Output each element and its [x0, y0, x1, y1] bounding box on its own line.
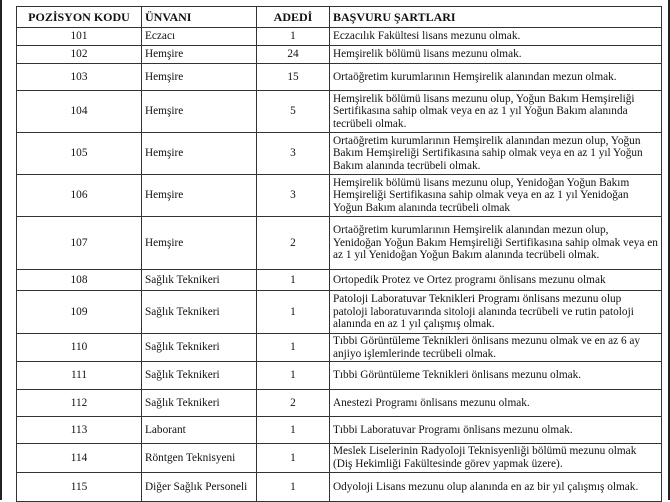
table-header-row: [17, 7, 662, 28]
cell-requirements: Ortaöğretim kurumlarının Hemşirelik alanından mezun olup, Yoğun Bakım Hemşireliği Sertifikasına sahip olmak veya en az 1 yıl Yoğun Bakım alanında tecrübeli olmak.: [330, 133, 662, 175]
table-row: [17, 362, 662, 390]
table-row: [17, 270, 662, 291]
cell-title: Eczacı: [142, 28, 257, 46]
cell-title: Hemşire: [142, 175, 257, 217]
table-row: [17, 133, 662, 175]
cell-count: 1: [257, 334, 330, 362]
table-row: [17, 473, 662, 502]
cell-requirements: Hemşirelik bölümü lisans mezunu olup, Yenidoğan Yoğun Bakım Hemşireliği Sertifikasına sahip olmak veya en az 1 yıl Yenidoğan Yoğun Bakım alanında tecrübeli olmak: [330, 175, 662, 217]
cell-position-code: 105: [17, 133, 142, 175]
cell-requirements: Odyoloji Lisans mezunu olup alanında en az bir yıl çalışmış olmak.: [330, 473, 662, 502]
cell-count: 3: [257, 175, 330, 217]
cell-title: Hemşire: [142, 46, 257, 64]
cell-count: 2: [257, 217, 330, 270]
table-row: [17, 217, 662, 270]
cell-title: Hemşire: [142, 217, 257, 270]
cell-title: Diğer Sağlık Personeli: [142, 473, 257, 502]
cell-count: 5: [257, 91, 330, 133]
table-row: [17, 28, 662, 46]
cell-title: Sağlık Teknikeri: [142, 270, 257, 291]
cell-count: 24: [257, 46, 330, 64]
table-row: [17, 64, 662, 91]
cell-count: 2: [257, 390, 330, 417]
cell-position-code: 113: [17, 417, 142, 444]
cell-position-code: 109: [17, 291, 142, 334]
cell-title: Hemşire: [142, 91, 257, 133]
cell-position-code: 115: [17, 473, 142, 502]
cell-requirements: Tıbbi Laboratuvar Programı önlisans mezunu olmak.: [330, 417, 662, 444]
cell-position-code: 106: [17, 175, 142, 217]
cell-title: Hemşire: [142, 133, 257, 175]
cell-requirements: Hemşirelik bölümü lisans mezunu olup, Yoğun Bakım Hemşireliği Sertifikasına sahip olmak veya en az 1 yıl Yoğun Bakım alanında tecrübeli olmak.: [330, 91, 662, 133]
cell-requirements: Ortaöğretim kurumlarının Hemşirelik alanından mezun olup, Yenidoğan Yoğun Bakım Hemşireliği Sertifikasına sahip olmak veya en az 1 yıl Yenidoğan Yoğun Bakım alanında tecrübeli olmak.: [330, 217, 662, 270]
cell-count: 3: [257, 133, 330, 175]
cell-position-code: 101: [17, 28, 142, 46]
positions-table: [16, 6, 662, 502]
cell-position-code: 102: [17, 46, 142, 64]
table-row: [17, 390, 662, 417]
page-edge-left: [0, 0, 2, 500]
cell-requirements: Patoloji Laboratuvar Teknikleri Programı önlisans mezunu olup patoloji laboratuvarında sitoloji alanında tecrübeli ve rutin patoloji alanında en az 1 yıl çalışmış olmak.: [330, 291, 662, 334]
cell-title: Laborant: [142, 417, 257, 444]
cell-position-code: 107: [17, 217, 142, 270]
cell-title: Sağlık Teknikeri: [142, 334, 257, 362]
table-row: [17, 46, 662, 64]
cell-title: Hemşire: [142, 64, 257, 91]
table-row: [17, 175, 662, 217]
cell-position-code: 110: [17, 334, 142, 362]
cell-requirements: Anestezi Programı önlisans mezunu olmak.: [330, 390, 662, 417]
cell-count: 1: [257, 417, 330, 444]
cell-count: 1: [257, 473, 330, 502]
cell-count: 15: [257, 64, 330, 91]
header-requirements: BAŞVURU ŞARTLARI: [330, 7, 662, 28]
cell-title: Röntgen Teknisyeni: [142, 444, 257, 473]
cell-position-code: 104: [17, 91, 142, 133]
cell-position-code: 103: [17, 64, 142, 91]
table-row: [17, 444, 662, 473]
cell-position-code: 114: [17, 444, 142, 473]
header-count: ADEDİ: [257, 7, 330, 28]
header-position-code: POZİSYON KODU: [17, 7, 142, 28]
cell-count: 1: [257, 28, 330, 46]
cell-count: 1: [257, 444, 330, 473]
cell-title: Sağlık Teknikeri: [142, 390, 257, 417]
cell-count: 1: [257, 362, 330, 390]
cell-requirements: Ortaöğretim kurumlarının Hemşirelik alanından mezun olmak.: [330, 64, 662, 91]
table-row: [17, 91, 662, 133]
cell-count: 1: [257, 270, 330, 291]
cell-title: Sağlık Teknikeri: [142, 362, 257, 390]
table-row: [17, 334, 662, 362]
cell-title: Sağlık Teknikeri: [142, 291, 257, 334]
table-row: [17, 417, 662, 444]
cell-requirements: Eczacılık Fakültesi lisans mezunu olmak.: [330, 28, 662, 46]
cell-requirements: Hemşirelik bölümü lisans mezunu olmak.: [330, 46, 662, 64]
cell-count: 1: [257, 291, 330, 334]
cell-position-code: 112: [17, 390, 142, 417]
header-title: ÜNVANI: [142, 7, 257, 28]
cell-requirements: Meslek Liselerinin Radyoloji Teknisyenliği bölümü mezunu olmak (Diş Hekimliği Fakültesinde görev yapmak üzere).: [330, 444, 662, 473]
cell-position-code: 111: [17, 362, 142, 390]
cell-requirements: Tıbbi Görüntüleme Teknikleri önlisans mezunu olmak ve en az 6 ay anjiyo işlemlerinde tecrübeli olmak.: [330, 334, 662, 362]
cell-requirements: Tıbbi Görüntüleme Teknikleri önlisans mezunu olmak.: [330, 362, 662, 390]
cell-requirements: Ortopedik Protez ve Ortez programı önlisans mezunu olmak: [330, 270, 662, 291]
table-row: [17, 291, 662, 334]
cell-position-code: 108: [17, 270, 142, 291]
